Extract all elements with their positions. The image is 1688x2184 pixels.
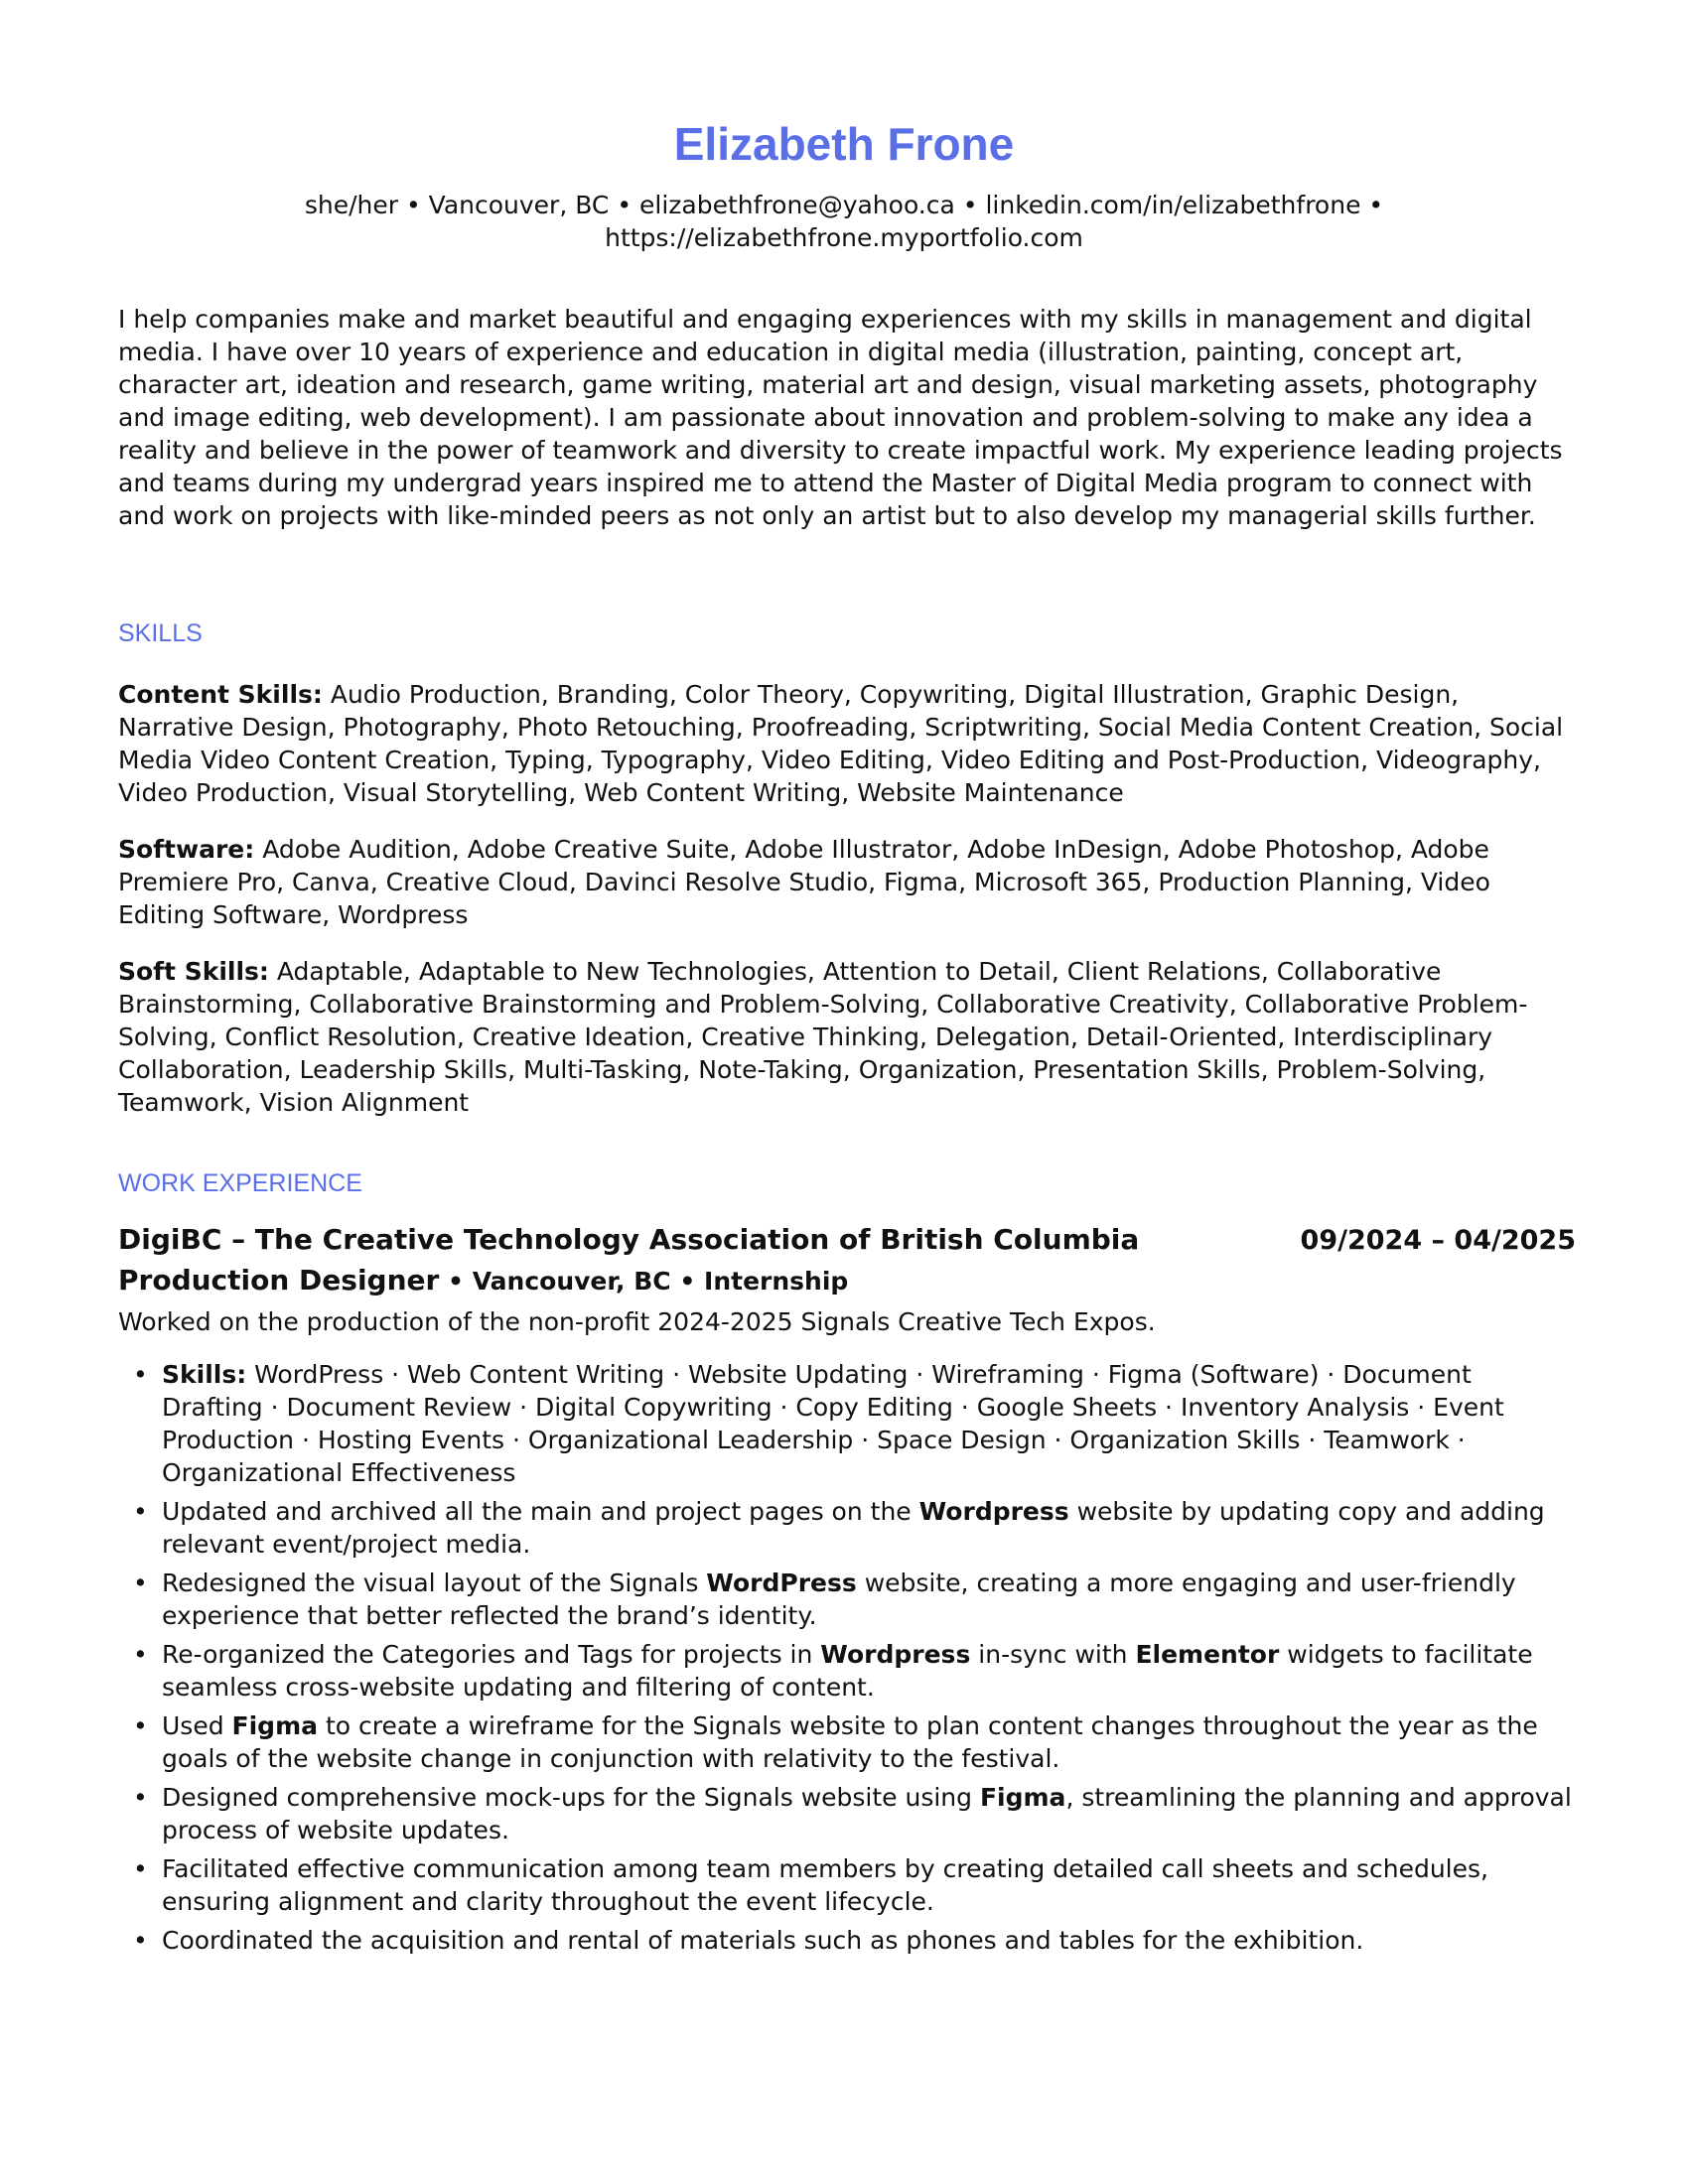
contact-line-1: she/her • Vancouver, BC • elizabethfrone@yahoo.ca • linkedin.com/in/elizabethfrone • xyxy=(304,191,1384,219)
bullet-icon: • xyxy=(133,1640,148,1669)
professional-summary: I help companies make and market beautiful and engaging experiences with my skills in management and digital media. I have over 10 years of experience and education in digital media (illustration, painting, concept art, character art, ideation and research, game writing, material art and design, visual marketing assets, photography and image editing, web development). I am passionate about innovation and problem-solving to make any idea a reality and believe in the power of teamwork and diversity to create impactful work. My experience leading projects and teams during my undergrad years inspired me to attend the Master of Digital Media program to connect with and work on projects with like-minded peers as not only an artist but to also develop my managerial skills further. xyxy=(118,305,1563,530)
bullet-icon: • xyxy=(133,1497,148,1526)
content-skills-label: Content Skills: xyxy=(118,680,323,709)
list-item: • Used Figma to create a wireframe for the Signals website to plan content changes throughout the year as the goals of the website change in conjunction with relativity to the festival. xyxy=(133,1711,1538,1773)
portfolio-link[interactable]: https://elizabethfrone.myportfolio.com xyxy=(605,223,1083,252)
software-skills-text: Adobe Audition, Adobe Creative Suite, Adobe Illustrator, Adobe InDesign, Adobe Photoshop, Adobe Premiere Pro, Canva, Creative Cloud, Davinci Resolve Studio, Figma, Microsoft 365, Production Planning, Video Editing Software, Wordpress xyxy=(118,835,1490,929)
content-skills-text: Audio Production, Branding, Color Theory, Copywriting, Digital Illustration, Graphic Design, Narrative Design, Photography, Photo Retouching, Proofreading, Scriptwriting, Social Media Content Creation, Social Media Video Content Creation, Typing, Typography, Video Editing, Video Editing and Post-Production, Videography, Video Production, Visual Storytelling, Web Content Writing, Website Maintenance xyxy=(118,680,1564,807)
list-item: • Coordinated the acquisition and rental of materials such as phones and tables for the exhibition. xyxy=(133,1926,1364,1955)
bullet-icon: • xyxy=(133,1854,148,1883)
list-item: • Updated and archived all the main and project pages on the Wordpress website by updating copy and adding relevant event/project media. xyxy=(133,1497,1545,1559)
list-item: • Skills: WordPress · Web Content Writing · Website Updating · Wireframing · Figma (Software) · Document Drafting · Document Review · Digital Copywriting · Copy Editing · Google Sheets · Inventory Analysis · Event Production · Hosting Events · Organizational Leadership · Space Design · Organization Skills · Teamwork · Organizational Effectiveness xyxy=(133,1360,1504,1487)
job-title: Production Designer xyxy=(118,1264,440,1297)
list-item: • Redesigned the visual layout of the Signals WordPress website, creating a more engaging and user-friendly experience that better reflected the brand’s identity. xyxy=(133,1569,1516,1630)
list-item: • Facilitated effective communication among team members by creating detailed call sheets and schedules, ensuring alignment and clarity throughout the event lifecycle. xyxy=(133,1854,1488,1916)
soft-skills xyxy=(118,955,1578,1119)
job-company: DigiBC – The Creative Technology Association of British Columbia xyxy=(118,1223,1140,1256)
soft-skills-text: Adaptable, Adaptable to New Technologies, Attention to Detail, Client Relations, Collaborative Brainstorming, Collaborative Brainstorming and Problem-Solving, Collaborative Creativity, Collaborative Problem-Solving, Conflict Resolution, Creative Ideation, Creative Thinking, Delegation, Detail-Oriented, Interdisciplinary Collaboration, Leadership Skills, Multi-Tasking, Note-Taking, Organization, Presentation Skills, Problem-Solving, Teamwork, Vision Alignment xyxy=(118,957,1528,1117)
bullet-icon: • xyxy=(133,1569,148,1597)
contact-info xyxy=(0,189,1688,254)
job-description: Worked on the production of the non-profit 2024-2025 Signals Creative Tech Expos. xyxy=(118,1307,1156,1336)
bullet-icon: • xyxy=(133,1711,148,1740)
content-skills xyxy=(118,678,1578,809)
bullet-icon: • xyxy=(133,1783,148,1812)
job-role xyxy=(118,1264,848,1297)
bullet-icon: • xyxy=(133,1926,148,1955)
software-skills-label: Software: xyxy=(118,835,255,864)
soft-skills-label: Soft Skills: xyxy=(118,957,269,986)
job-dates: 09/2024 – 04/2025 xyxy=(1300,1225,1576,1256)
work-experience-heading: WORK EXPERIENCE xyxy=(118,1169,362,1197)
skills-heading: SKILLS xyxy=(118,619,203,647)
job-bullet-list xyxy=(127,1358,1577,1963)
bullet-icon: • xyxy=(133,1360,148,1389)
list-item: • Designed comprehensive mock-ups for the Signals website using Figma, streamlining the planning and approval process of website updates. xyxy=(133,1783,1572,1844)
candidate-name: Elizabeth Frone xyxy=(673,118,1015,170)
job-role-details: • Vancouver, BC • Internship xyxy=(439,1267,849,1296)
list-item: • Re-organized the Categories and Tags for projects in Wordpress in-sync with Elementor widgets to facilitate seamless cross-website updating and filtering of content. xyxy=(133,1640,1533,1702)
software-skills xyxy=(118,833,1578,931)
